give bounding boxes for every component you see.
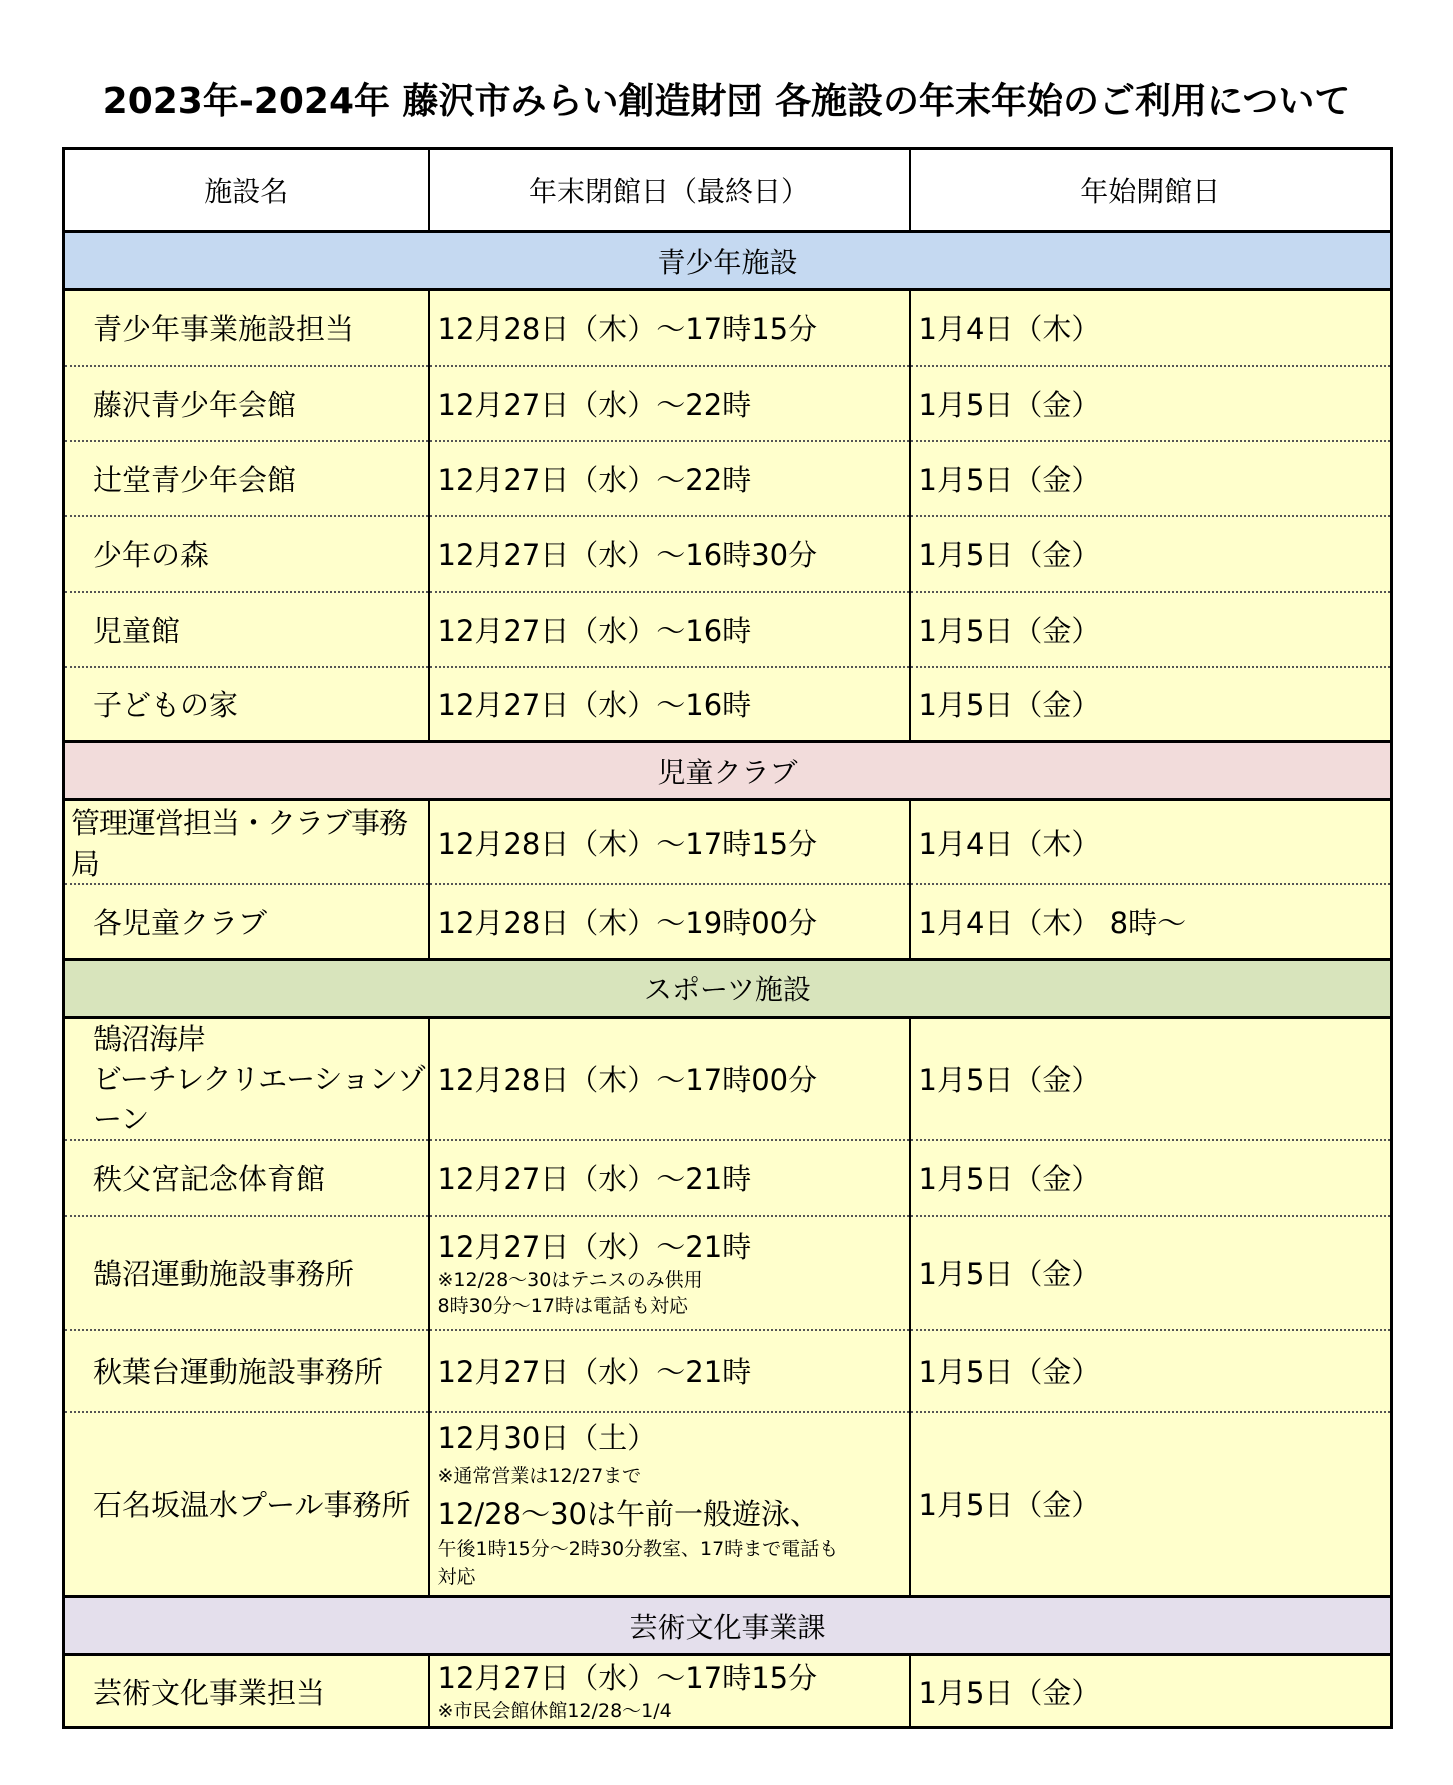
- closing-note: 8時30分～17時は電話も対応: [437, 1294, 688, 1317]
- opening-date: 1月5日（金）: [910, 366, 1392, 441]
- opening-date: 1月5日（金）: [910, 516, 1392, 592]
- facility-name: 各児童クラブ: [64, 884, 429, 959]
- facility-name: 子どもの家: [64, 667, 429, 742]
- section-arts: [64, 1597, 1392, 1655]
- section-club: [64, 742, 1392, 800]
- closing-date: 12月27日（水）～22時: [429, 441, 910, 516]
- closing-note: 対応: [437, 1565, 476, 1588]
- opening-date: 1月4日（木） 8時～: [910, 884, 1392, 959]
- opening-date: 1月5日（金）: [910, 1412, 1392, 1597]
- header-year-end-closing: 年末閉館日（最終日）: [429, 149, 910, 232]
- opening-date: 1月5日（金）: [910, 592, 1392, 667]
- closing-note: ※市民会館休館12/28～1/4: [437, 1700, 672, 1722]
- closing-date-cell: [429, 1216, 910, 1330]
- table-row: [64, 1140, 1392, 1216]
- closing-note-large: 12/28～30は午前一般遊泳、: [437, 1496, 819, 1531]
- facility-name: 辻堂青少年会館: [64, 441, 429, 516]
- opening-date: 1月5日（金）: [910, 1330, 1392, 1412]
- section-sports: [64, 959, 1392, 1017]
- table-row: [64, 1330, 1392, 1412]
- opening-date: 1月4日（木）: [910, 800, 1392, 885]
- table-row: [64, 516, 1392, 592]
- section-label: スポーツ施設: [64, 959, 1392, 1017]
- header-new-year-opening: 年始開館日: [910, 149, 1392, 232]
- table-row: [64, 290, 1392, 366]
- facility-name: 少年の森: [64, 516, 429, 592]
- opening-date: 1月5日（金）: [910, 441, 1392, 516]
- facility-name: 管理運営担当・クラブ事務局: [64, 800, 429, 885]
- closing-date: 12月27日（水）～17時15分: [437, 1661, 818, 1695]
- section-youth: [64, 232, 1392, 290]
- table-row: [64, 1655, 1392, 1728]
- closing-date: 12月28日（木）～17時15分: [429, 800, 910, 885]
- closing-date: 12月27日（水）～16時: [429, 592, 910, 667]
- table-row: [64, 667, 1392, 742]
- table-row: [64, 441, 1392, 516]
- closing-note: ※通常営業は12/27まで: [437, 1464, 642, 1487]
- facility-name: 鵠沼運動施設事務所: [64, 1216, 429, 1330]
- opening-date: 1月5日（金）: [910, 1216, 1392, 1330]
- facility-name: 児童館: [64, 592, 429, 667]
- table-row: [64, 1216, 1392, 1330]
- table-row: [64, 366, 1392, 441]
- facility-name-line2: ビーチレクリエーションゾーン: [93, 1061, 425, 1136]
- closing-date: 12月27日（水）～21時: [429, 1140, 910, 1216]
- closing-date: 12月30日（土）: [437, 1420, 657, 1455]
- table-row: [64, 800, 1392, 885]
- closing-date: 12月27日（水）～16時: [429, 667, 910, 742]
- facility-name: 石名坂温水プール事務所: [64, 1412, 429, 1597]
- closing-date: 12月27日（水）～16時30分: [429, 516, 910, 592]
- facility-name: 秩父宮記念体育館: [64, 1140, 429, 1216]
- facility-name: 藤沢青少年会館: [64, 366, 429, 441]
- page-title: 2023年-2024年 藤沢市みらい創造財団 各施設の年末年始のご利用について: [102, 81, 1351, 122]
- opening-date: 1月5日（金）: [910, 1140, 1392, 1216]
- closing-date: 12月28日（木）～17時00分: [429, 1017, 910, 1140]
- table-header-row: [64, 149, 1392, 232]
- section-label: 芸術文化事業課: [64, 1597, 1392, 1655]
- closing-date-cell: [429, 1412, 910, 1597]
- facility-name: 青少年事業施設担当: [64, 290, 429, 366]
- opening-date: 1月4日（木）: [910, 290, 1392, 366]
- opening-date: 1月5日（金）: [910, 1655, 1392, 1728]
- facility-name-line1: 鵠沼海岸: [93, 1021, 206, 1056]
- closing-note: 午後1時15分～2時30分教室、17時まで電話も: [437, 1537, 839, 1560]
- facility-name: 芸術文化事業担当: [64, 1655, 429, 1728]
- closing-date: 12月27日（水）～21時: [437, 1229, 752, 1264]
- closing-date-cell: [429, 1655, 910, 1728]
- header-facility-name: 施設名: [64, 149, 429, 232]
- section-label: 児童クラブ: [64, 742, 1392, 800]
- closing-date: 12月27日（水）～21時: [429, 1330, 910, 1412]
- facility-name: [64, 1017, 429, 1140]
- opening-date: 1月5日（金）: [910, 1017, 1392, 1140]
- opening-date: 1月5日（金）: [910, 667, 1392, 742]
- facility-schedule-table: [62, 147, 1393, 1729]
- closing-date: 12月28日（木）～19時00分: [429, 884, 910, 959]
- table-row: [64, 1412, 1392, 1597]
- closing-date: 12月28日（木）～17時15分: [429, 290, 910, 366]
- closing-date: 12月27日（水）～22時: [429, 366, 910, 441]
- table-row: [64, 592, 1392, 667]
- table-row: [64, 884, 1392, 959]
- section-label: 青少年施設: [64, 232, 1392, 290]
- table-row: [64, 1017, 1392, 1140]
- closing-note: ※12/28～30はテニスのみ供用: [437, 1268, 703, 1291]
- facility-name: 秋葉台運動施設事務所: [64, 1330, 429, 1412]
